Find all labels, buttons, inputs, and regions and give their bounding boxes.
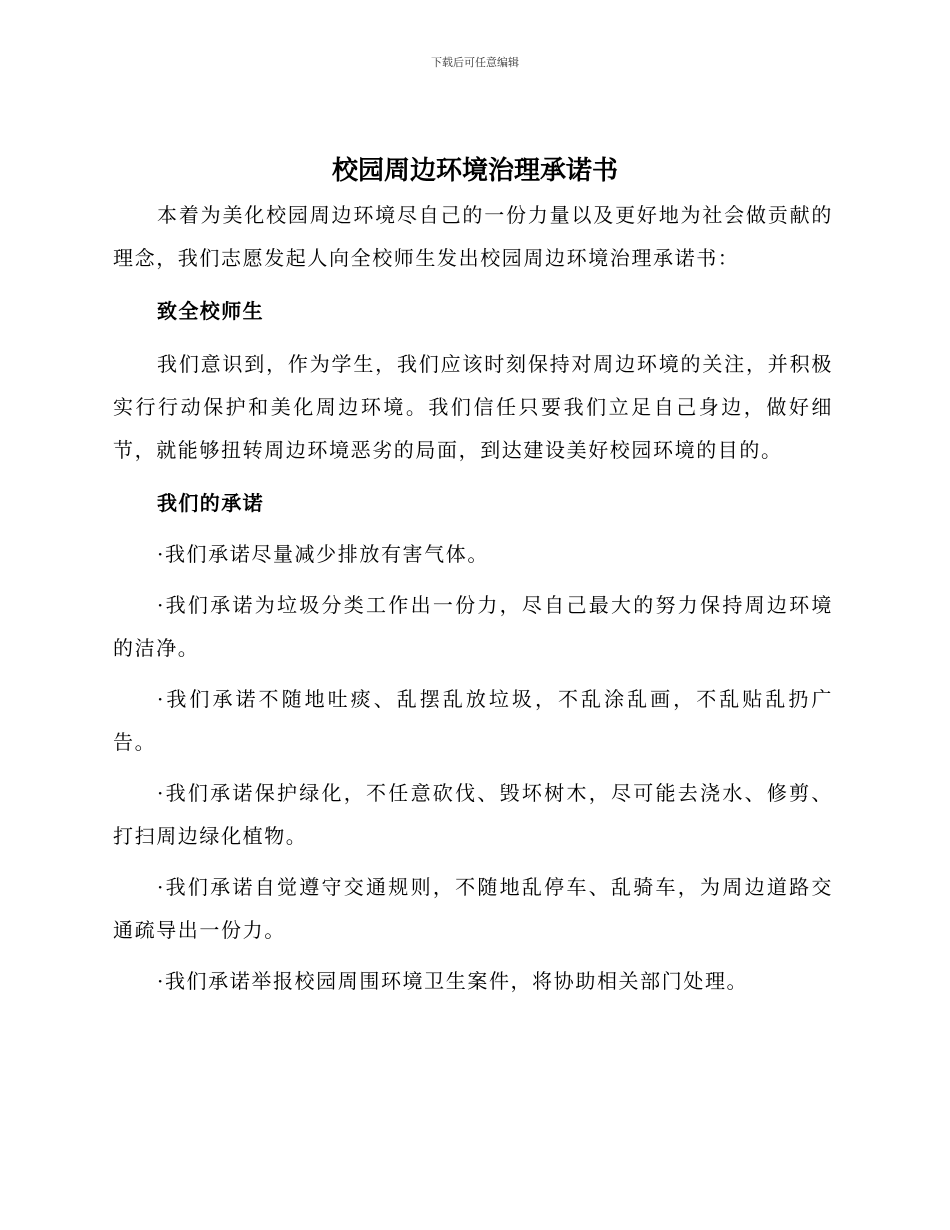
commitment-item: ·我们承诺举报校园周围环境卫生案件，将协助相关部门处理。 [157, 969, 749, 993]
document-body [113, 194, 833, 1003]
commitment-item: ·我们承诺保护绿化，不任意砍伐、毁坏树木，尽可能去浇水、修剪、打扫周边绿化植物。 [113, 781, 833, 848]
document-title: 校园周边环境治理承诺书 [331, 156, 618, 186]
section-heading-commitments: 我们的承诺 [157, 491, 264, 515]
commitment-item: ·我们承诺不随地吐痰、乱摆乱放垃圾，不乱涂乱画，不乱贴乱扔广告。 [113, 687, 833, 754]
awareness-paragraph: 我们意识到，作为学生，我们应该时刻保持对周边环境的关注，并积极实行行动保护和美化周边环境。我们信任只要我们立足自己身边，做好细节，就能够扭转周边环境恶劣的局面，到达建设美好校园环境的目的。 [113, 352, 833, 462]
intro-paragraph: 本着为美化校园周边环境尽自己的一份力量以及更好地为社会做贡献的理念，我们志愿发起人向全校师生发出校园周边环境治理承诺书： [113, 203, 833, 270]
commitment-item: ·我们承诺自觉遵守交通规则，不随地乱停车、乱骑车，为周边道路交通疏导出一份力。 [113, 875, 833, 942]
header-note: 下载后可任意编辑 [431, 56, 519, 69]
commitment-item: ·我们承诺为垃圾分类工作出一份力，尽自己最大的努力保持周边环境的洁净。 [113, 593, 833, 660]
section-heading-teachers-students: 致全校师生 [157, 299, 264, 323]
commitment-item: ·我们承诺尽量减少排放有害气体。 [157, 542, 489, 566]
